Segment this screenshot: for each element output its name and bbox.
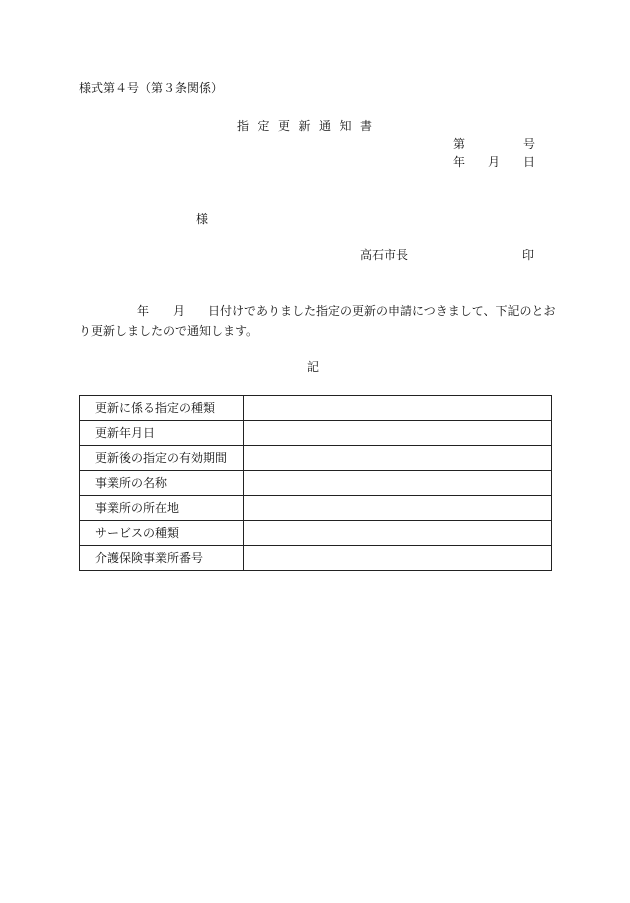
row-value-field [244, 421, 552, 446]
issuer-name: 高石市長 [360, 248, 409, 262]
ki-heading: 記 [307, 360, 320, 374]
row-value-field [244, 546, 552, 571]
body-text-line1: 日付けでありました指定の更新の申請につきまして、下記のとお [208, 304, 556, 318]
row-label: 事業所の名称 [80, 471, 244, 496]
row-value-field [244, 471, 552, 496]
form-number: 様式第４号（第３条関係） [79, 81, 224, 95]
table-row [80, 421, 552, 446]
details-table [79, 395, 552, 571]
document-title: 指定更新通知書 [237, 119, 381, 133]
date-day-label: 日 [523, 155, 536, 169]
row-label: サービスの種類 [80, 521, 244, 546]
table-row [80, 471, 552, 496]
date-year-label: 年 [453, 155, 466, 169]
table-row [80, 496, 552, 521]
body-month-label: 月 [173, 304, 186, 318]
table-row [80, 446, 552, 471]
addressee-honorific: 様 [196, 212, 209, 226]
document-number-prefix: 第 [453, 137, 466, 151]
table-row [80, 546, 552, 571]
row-value-field [244, 521, 552, 546]
row-label: 更新に係る指定の種類 [80, 396, 244, 421]
row-value-field [244, 446, 552, 471]
row-value-field [244, 496, 552, 521]
row-value-field [244, 396, 552, 421]
table-row [80, 396, 552, 421]
seal-mark: 印 [522, 248, 535, 262]
row-label: 事業所の所在地 [80, 496, 244, 521]
row-label: 介護保険事業所番号 [80, 546, 244, 571]
table-row [80, 521, 552, 546]
body-year-label: 年 [137, 304, 150, 318]
document-number-suffix: 号 [523, 137, 536, 151]
row-label: 更新年月日 [80, 421, 244, 446]
row-label: 更新後の指定の有効期間 [80, 446, 244, 471]
body-text-line2: り更新しましたので通知します。 [79, 324, 259, 338]
date-month-label: 月 [488, 155, 501, 169]
